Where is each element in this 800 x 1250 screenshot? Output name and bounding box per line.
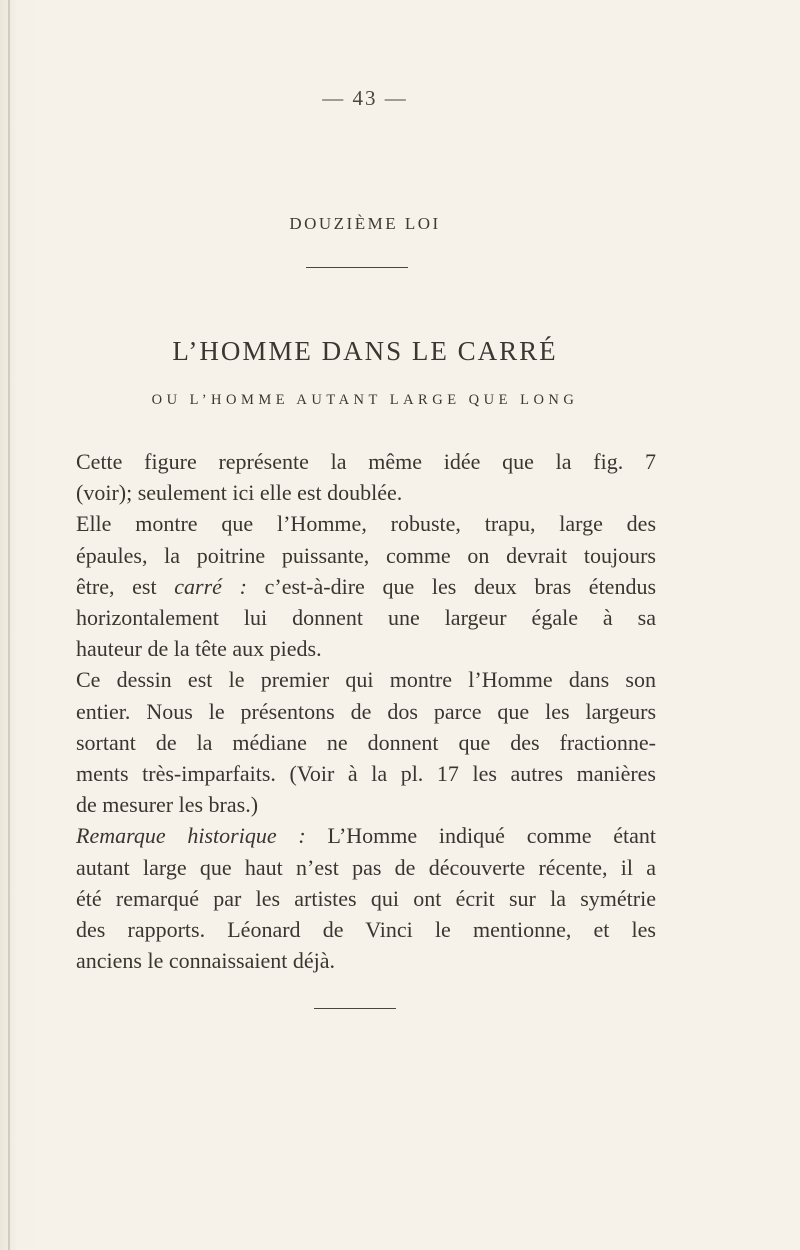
body-line-4: épaules, la poitrine puissante, comme on devrait toujours — [76, 542, 656, 568]
divider-rule-bottom — [314, 1008, 396, 1009]
binding-edge — [8, 0, 10, 1250]
body-line-5-end: c’est-à-dire que les deux bras étendus — [246, 573, 657, 599]
body-line-1: Cette figure représente la même idée que la fig. 7 — [76, 449, 656, 474]
body-line-6: horizontalement lui donnent une largeur égale à sa — [76, 605, 656, 631]
divider-rule-top — [306, 267, 408, 268]
emphasis-carre: carré : — [174, 573, 247, 599]
body-line-9: entier. Nous le présentons de dos parce que les largeurs — [76, 698, 656, 724]
subtitle: OU L’HOMME AUTANT LARGE QUE LONG — [151, 392, 579, 408]
main-title: L’HOMME DANS LE CARRÉ — [172, 336, 558, 366]
emphasis-remarque-historique: Remarque historique : — [76, 823, 306, 849]
body-line-15: été remarqué par les artistes qui ont écrit sur la symétrie — [76, 885, 656, 911]
body-line-16: des rapports. Léonard de Vinci le mentionne, et les — [76, 917, 656, 943]
body-line-5-start: être, est — [76, 573, 175, 599]
body-line-2: (voir); seulement ici elle est doublée. — [76, 480, 403, 506]
body-line-13 — [76, 820, 656, 851]
body-line-8: Ce dessin est le premier qui montre l’Homme dans son — [76, 667, 656, 693]
body-line-11: ments très-imparfaits. (Voir à la pl. 17 les autres manières — [76, 761, 656, 787]
body-line-5 — [76, 571, 656, 602]
body-text — [76, 446, 656, 976]
body-line-14: autant large que haut n’est pas de découverte récente, il a — [76, 854, 656, 880]
body-line-10: sortant de la médiane ne donnent que des fractionne- — [76, 729, 656, 755]
body-line-3: Elle montre que l’Homme, robuste, trapu, large des — [76, 511, 656, 537]
body-line-13-end: L’Homme indiqué comme étant — [305, 823, 656, 849]
law-title: DOUZIÈME LOI — [289, 214, 441, 233]
body-line-12: de mesurer les bras.) — [76, 792, 259, 818]
page-number: — 43 — — [322, 86, 408, 110]
body-line-17: anciens le connaissaient déjà. — [76, 948, 336, 974]
body-line-7: hauteur de la tête aux pieds. — [76, 636, 322, 662]
